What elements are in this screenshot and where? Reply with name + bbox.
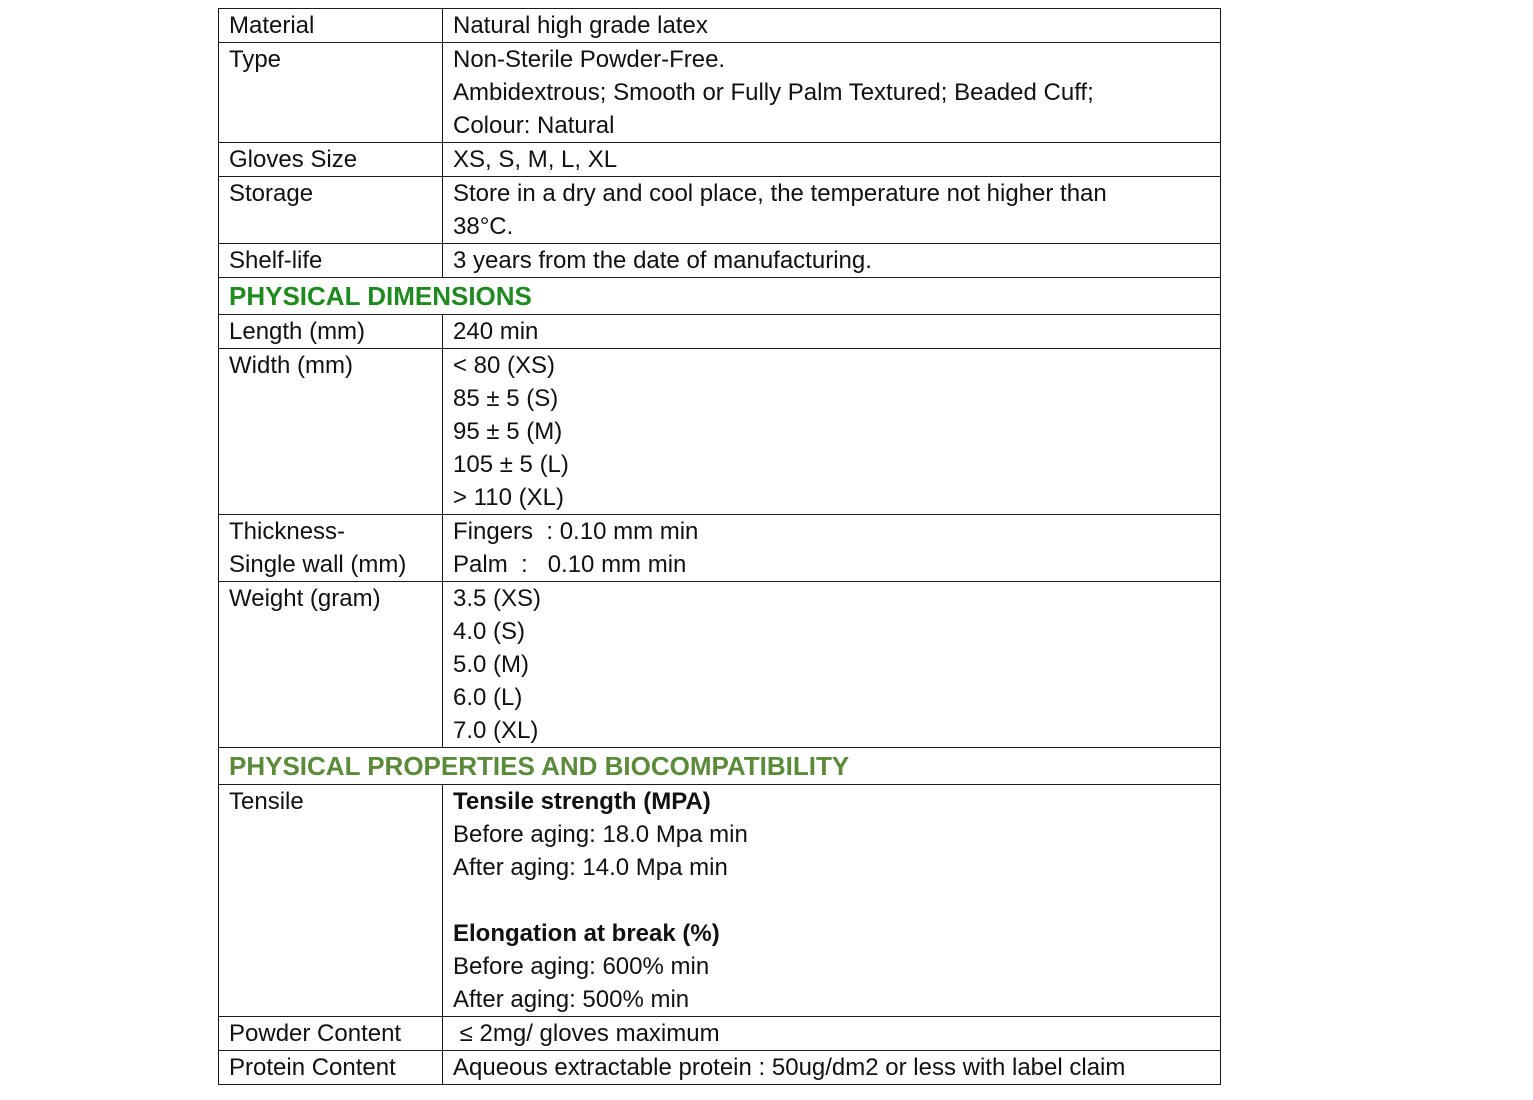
tensile-label: Tensile bbox=[219, 785, 443, 1017]
weight-line: 4.0 (S) bbox=[453, 618, 526, 645]
width-line: 85 ± 5 (S) bbox=[453, 385, 559, 412]
physical-properties-heading: PHYSICAL PROPERTIES AND BIOCOMPATIBILITY bbox=[219, 748, 1221, 785]
gloves-size-value: XS, S, M, L, XL bbox=[443, 143, 1221, 177]
type-line: Non-Sterile Powder-Free. bbox=[453, 46, 726, 73]
protein-content-label: Protein Content bbox=[219, 1051, 443, 1085]
section-physical-properties bbox=[219, 748, 1221, 785]
tensile-value bbox=[443, 785, 1221, 1017]
shelf-life-label: Shelf-life bbox=[219, 244, 443, 278]
row-material bbox=[219, 9, 1221, 43]
weight-line: 6.0 (L) bbox=[453, 684, 523, 711]
width-line: > 110 (XL) bbox=[453, 484, 564, 511]
length-value: 240 min bbox=[443, 315, 1221, 349]
type-label: Type bbox=[219, 43, 443, 143]
row-length bbox=[219, 315, 1221, 349]
material-label: Material bbox=[219, 9, 443, 43]
row-powder-content bbox=[219, 1017, 1221, 1051]
width-line: 105 ± 5 (L) bbox=[453, 451, 569, 478]
gloves-size-label: Gloves Size bbox=[219, 143, 443, 177]
storage-value bbox=[443, 177, 1221, 244]
row-shelf-life bbox=[219, 244, 1221, 278]
type-line: Colour: Natural bbox=[453, 112, 615, 139]
section-physical-dimensions bbox=[219, 278, 1221, 315]
powder-content-value: ≤ 2mg/ gloves maximum bbox=[443, 1017, 1221, 1051]
tensile-strength-heading: Tensile strength (MPA) bbox=[453, 788, 711, 815]
specification-table bbox=[218, 8, 1221, 1085]
weight-line: 3.5 (XS) bbox=[453, 585, 542, 612]
weight-line: 7.0 (XL) bbox=[453, 717, 539, 744]
row-tensile bbox=[219, 785, 1221, 1017]
row-weight bbox=[219, 582, 1221, 748]
powder-content-label: Powder Content bbox=[219, 1017, 443, 1051]
tensile-strength-after: After aging: 14.0 Mpa min bbox=[453, 854, 728, 881]
thickness-label-line: Single wall (mm) bbox=[229, 551, 407, 578]
length-label: Length (mm) bbox=[219, 315, 443, 349]
elongation-before: Before aging: 600% min bbox=[453, 953, 710, 980]
row-thickness bbox=[219, 515, 1221, 582]
thickness-value bbox=[443, 515, 1221, 582]
spacer bbox=[453, 884, 1210, 917]
width-label: Width (mm) bbox=[219, 349, 443, 515]
row-type bbox=[219, 43, 1221, 143]
thickness-line: Palm : 0.10 mm min bbox=[453, 551, 687, 578]
storage-label: Storage bbox=[219, 177, 443, 244]
tensile-strength-before: Before aging: 18.0 Mpa min bbox=[453, 821, 748, 848]
weight-value bbox=[443, 582, 1221, 748]
weight-line: 5.0 (M) bbox=[453, 651, 530, 678]
width-line: 95 ± 5 (M) bbox=[453, 418, 563, 445]
shelf-life-value: 3 years from the date of manufacturing. bbox=[443, 244, 1221, 278]
elongation-after: After aging: 500% min bbox=[453, 986, 690, 1013]
thickness-label bbox=[219, 515, 443, 582]
type-line: Ambidextrous; Smooth or Fully Palm Textured; Beaded Cuff; bbox=[453, 79, 1094, 106]
material-value: Natural high grade latex bbox=[443, 9, 1221, 43]
physical-dimensions-heading: PHYSICAL DIMENSIONS bbox=[219, 278, 1221, 315]
elongation-heading: Elongation at break (%) bbox=[453, 920, 720, 947]
storage-line: Store in a dry and cool place, the temperature not higher than bbox=[453, 180, 1107, 207]
row-storage bbox=[219, 177, 1221, 244]
width-value bbox=[443, 349, 1221, 515]
storage-line: 38°C. bbox=[453, 213, 514, 240]
row-width bbox=[219, 349, 1221, 515]
row-protein-content bbox=[219, 1051, 1221, 1085]
weight-label: Weight (gram) bbox=[219, 582, 443, 748]
thickness-label-line: Thickness- bbox=[229, 518, 346, 545]
width-line: < 80 (XS) bbox=[453, 352, 556, 379]
row-gloves-size bbox=[219, 143, 1221, 177]
protein-content-value: Aqueous extractable protein : 50ug/dm2 or less with label claim bbox=[443, 1051, 1221, 1085]
type-value bbox=[443, 43, 1221, 143]
thickness-line: Fingers : 0.10 mm min bbox=[453, 518, 699, 545]
